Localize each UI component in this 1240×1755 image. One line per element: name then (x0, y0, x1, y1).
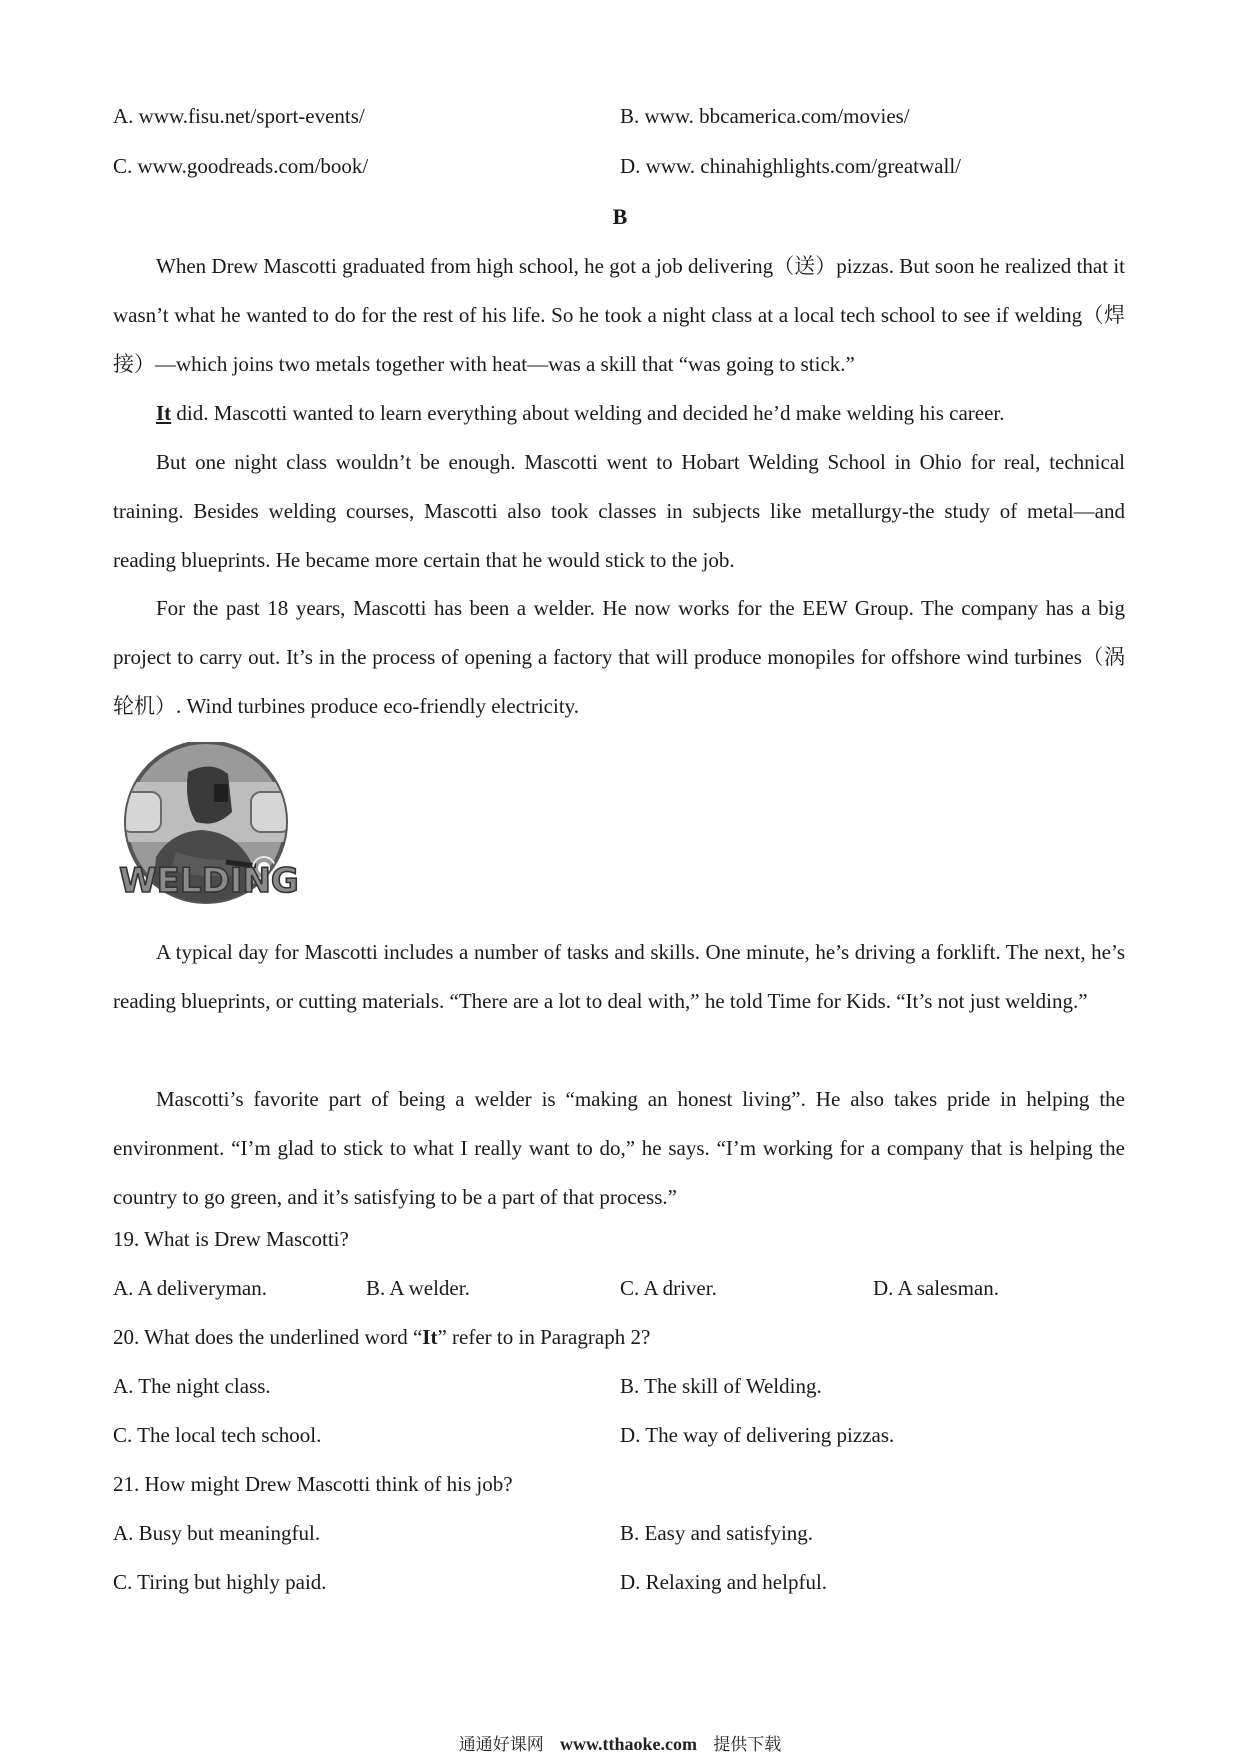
paragraph-5: A typical day for Mascotti includes a number of tasks and skills. One minute, he’s driving a forklift. The next, he’s reading blueprints, or cutting materials. “There are a lot to deal with,” he told Time for Kids. “It’s not just welding.” (113, 940, 1125, 1013)
prev-option-a: A. www.fisu.net/sport-events/ (113, 104, 365, 128)
paragraph-4: For the past 18 years, Mascotti has been a welder. He now works for the EEW Group. The company has a big project to carry out. It’s in the process of opening a factory that will produce monopiles for offshore wind turbines（涡轮机）. Wind turbines produce eco-friendly electricity. (113, 596, 1125, 718)
question-21-options-row-1 (113, 1521, 1123, 1553)
question-19: 19. What is Drew Mascotti? (113, 1227, 349, 1251)
section-title: B (612, 204, 628, 229)
q20-option-a: A. The night class. (113, 1374, 271, 1398)
q20-option-c: C. The local tech school. (113, 1423, 322, 1447)
question-20-options-row-2 (113, 1423, 1123, 1455)
question-21-options-row-2 (113, 1570, 1123, 1602)
q19-option-c: C. A driver. (620, 1276, 717, 1300)
prev-option-b: B. www. bbcamerica.com/movies/ (620, 104, 910, 128)
paragraph-3: But one night class wouldn’t be enough. Mascotti went to Hobart Welding School in Ohio for real, technical training. Besides welding courses, Mascotti also took classes in subjects like metallurgy-the study of metal—and reading blueprints. He became more certain that he would stick to the job. (113, 450, 1125, 572)
prev-options-row-1 (113, 104, 1123, 136)
q20-option-b: B. The skill of Welding. (620, 1374, 822, 1398)
question-21: 21. How might Drew Mascotti think of his job? (113, 1472, 513, 1496)
footer-right: 提供下载 (713, 1735, 782, 1755)
q19-option-d: D. A salesman. (873, 1276, 999, 1300)
page-footer (0, 1730, 1240, 1755)
paragraph-2 (113, 389, 1125, 438)
q19-option-b: B. A welder. (366, 1276, 470, 1300)
prev-option-c: C. www.goodreads.com/book/ (113, 154, 369, 178)
welding-label: WELDING (119, 861, 299, 901)
welding-illustration (116, 742, 302, 908)
q20-stem-before: 20. What does the underlined word “ (113, 1325, 423, 1349)
paragraph-2-text: did. Mascotti wanted to learn everything about welding and decided he’d make welding his career. (171, 401, 1005, 425)
question-19-options (113, 1276, 1123, 1308)
paragraph-1: When Drew Mascotti graduated from high school, he got a job delivering（送）pizzas. But soon he realized that it wasn’t what he wanted to do for the rest of his life. So he took a night class at a local tech school to see if welding（焊接）—which joins two metals together with heat—was a skill that “was going to stick.” (113, 254, 1125, 376)
q20-option-d: D. The way of delivering pizzas. (620, 1423, 895, 1447)
underlined-word: It (156, 401, 172, 425)
prev-options-row-2 (113, 154, 1123, 186)
q21-option-d: D. Relaxing and helpful. (620, 1570, 828, 1594)
footer-left: 通通好课网 (458, 1735, 544, 1755)
paragraph-6: Mascotti’s favorite part of being a welder is “making an honest living”. He also takes pride in helping the environment. “I’m glad to stick to what I really want to do,” he says. “I’m working for a company that is helping the country to go green, and it’s satisfying to be a part of that process.” (113, 1087, 1125, 1209)
q20-stem-after: ” refer to in Paragraph 2? (437, 1325, 651, 1349)
prev-option-d: D. www. chinahighlights.com/greatwall/ (620, 154, 961, 178)
q21-option-a: A. Busy but meaningful. (113, 1521, 321, 1545)
question-20-options-row-1 (113, 1374, 1123, 1406)
q19-option-a: A. A deliveryman. (113, 1276, 267, 1300)
footer-site-link[interactable]: www.tthaoke.com (560, 1734, 697, 1754)
q21-option-b: B. Easy and satisfying. (620, 1521, 814, 1545)
q20-stem-word: It (422, 1325, 438, 1349)
q21-option-c: C. Tiring but highly paid. (113, 1570, 327, 1594)
question-20 (113, 1325, 650, 1350)
